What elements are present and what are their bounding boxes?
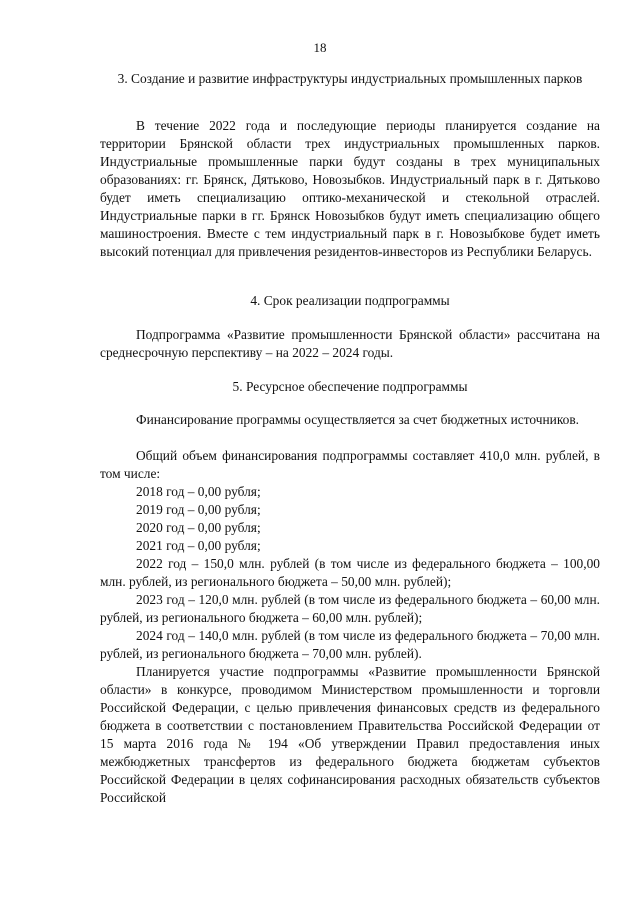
section-3-heading: 3. Создание и развитие инфраструктуры индустриальных промышленных парков [117, 71, 583, 86]
funding-2019: 2019 год – 0,00 рубля; [136, 502, 261, 517]
competition-paragraph: Планируется участие подпрограммы «Развитие промышленности Брянской области» в конкурсе, проводимом Министерством промышленности и торговли Российской Федерации, с целью привлечения финансовых средств из федерального бюджета в соответствии с постановлением Правительства Российской Федерации от 15 марта 2016 года № 194 «Об утверждении Правил предоставления иных межбюджетных трансфертов из федерального бюджета бюджетам субъектов Российской Федерации в целях софинансирования расходных обязательств субъектов Российской [100, 664, 600, 805]
page-number: 18 [313, 40, 327, 55]
funding-2020: 2020 год – 0,00 рубля; [136, 520, 261, 535]
section-3-paragraph: В течение 2022 года и последующие периоды планируется создание на территории Брянской области трех индустриальных промышленных парков. Индустриальные промышленные парки будут созданы в трех муниципальных образованиях: гг. Брянск, Дятьково, Новозыбков. Индустриальный парк в г. Дятьково будет иметь специализацию оптико-механической и стекольной отраслей. Индустриальные парки в гг. Брянск Новозыбков будут иметь специализацию общего машиностроения. Вместе с тем индустриальный парк в г. Новозыбкове будет иметь высокий потенциал для привлечения резидентов-инвесторов из Республики Беларусь. [100, 118, 600, 259]
financing-total-paragraph: Общий объем финансирования подпрограммы составляет 410,0 млн. рублей, в том числе: [100, 448, 600, 481]
section-4-heading: 4. Срок реализации подпрограммы [250, 293, 450, 308]
funding-2022: 2022 год – 150,0 млн. рублей (в том числе из федерального бюджета – 100,00 млн. рублей, из регионального бюджета – 50,00 млн. рублей); [100, 556, 600, 589]
funding-2021: 2021 год – 0,00 рубля; [136, 538, 261, 553]
funding-2024: 2024 год – 140,0 млн. рублей (в том числе из федерального бюджета – 70,00 млн. рублей, из регионального бюджета – 70,00 млн. рублей). [100, 628, 600, 661]
section-4-paragraph: Подпрограмма «Развитие промышленности Брянской области» рассчитана на среднесрочную перспективу – на 2022 – 2024 годы. [100, 327, 600, 360]
section-5-heading: 5. Ресурсное обеспечение подпрограммы [232, 379, 468, 394]
funding-2018: 2018 год – 0,00 рубля; [136, 484, 261, 499]
funding-2023: 2023 год – 120,0 млн. рублей (в том числе из федерального бюджета – 60,00 млн. рублей, из регионального бюджета – 60,00 млн. рублей); [100, 592, 600, 625]
financing-source-paragraph: Финансирование программы осуществляется за счет бюджетных источников. [136, 412, 580, 427]
